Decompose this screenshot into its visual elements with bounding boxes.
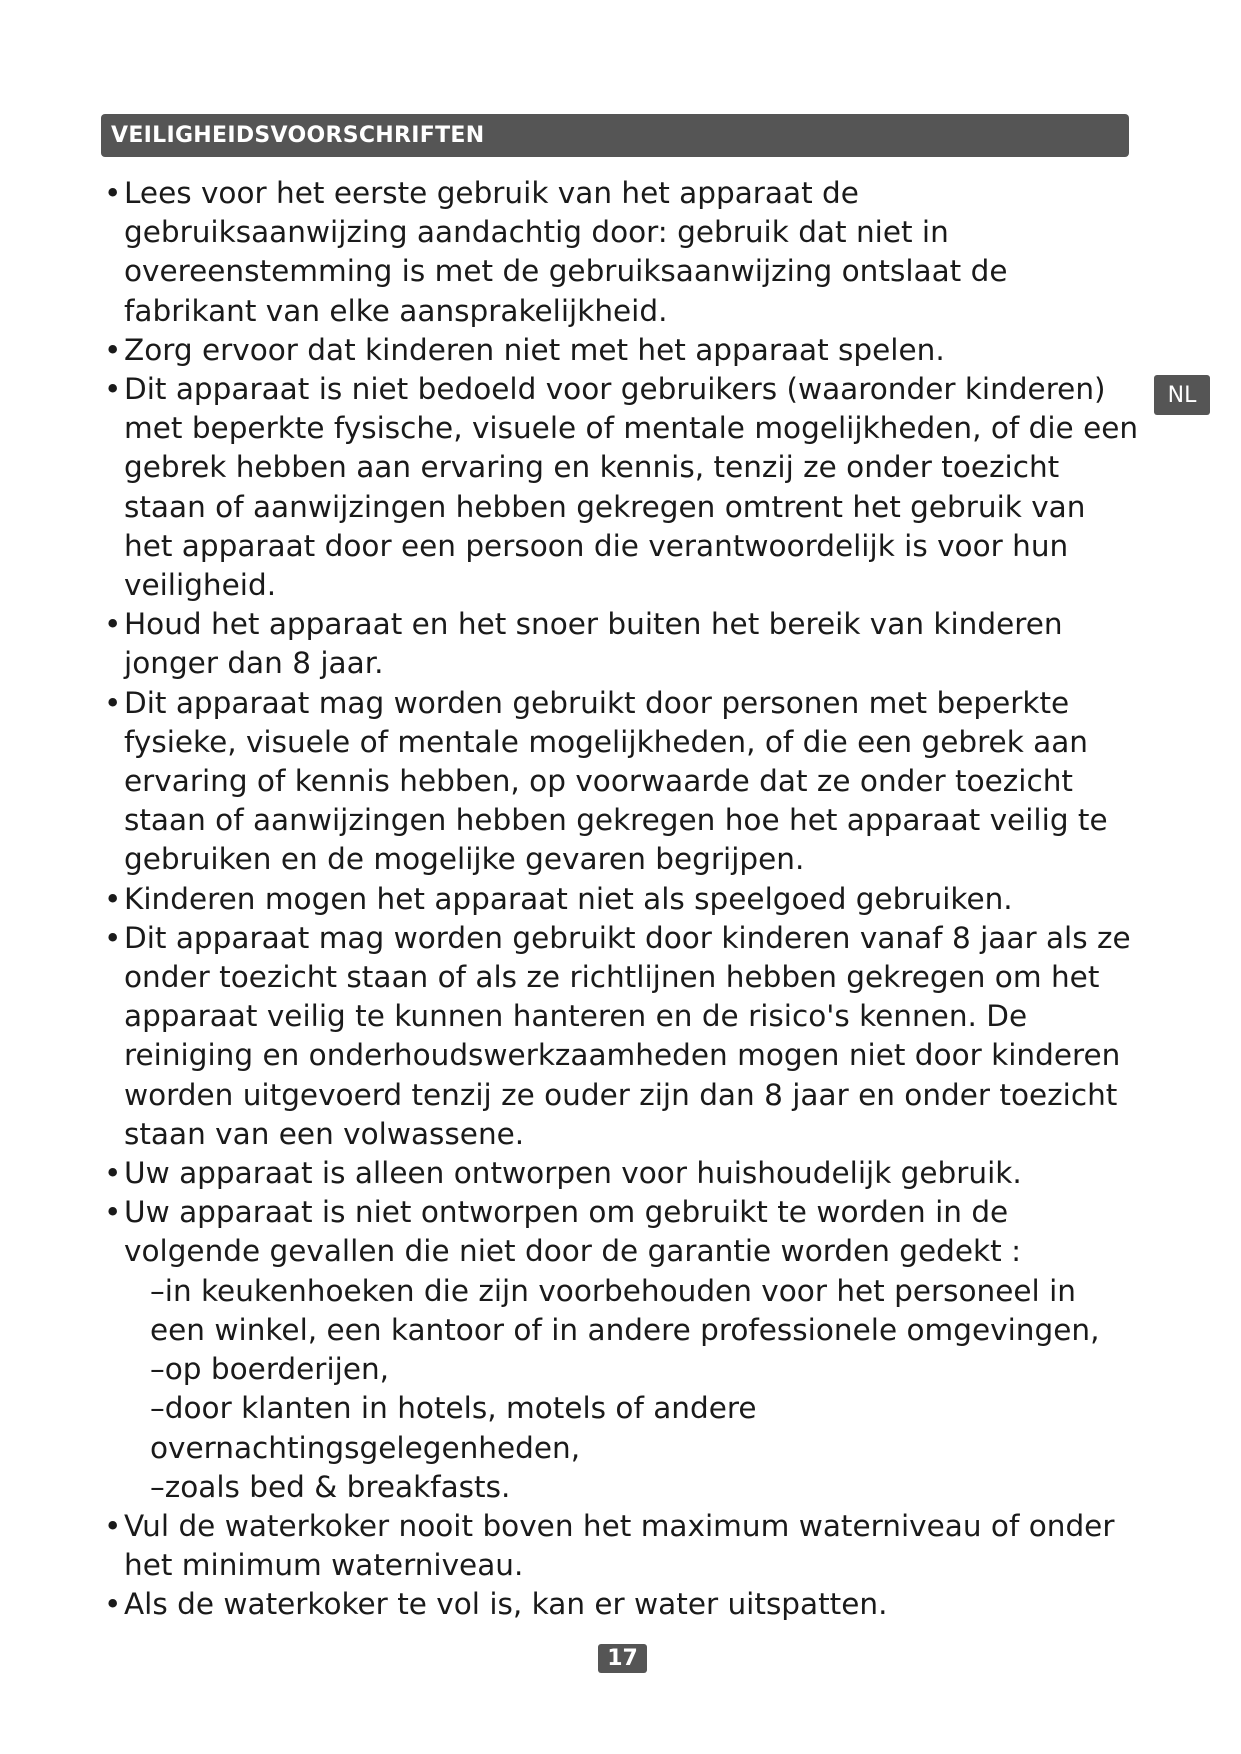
list-item — [100, 684, 1140, 880]
safety-bullet-list — [100, 174, 1140, 1625]
language-badge: NL — [1154, 375, 1210, 415]
list-item — [100, 1585, 1140, 1624]
list-item — [100, 174, 1140, 331]
sub-list-item: –zoals bed & breakfasts. — [150, 1469, 511, 1504]
list-item — [100, 1507, 1140, 1585]
bullet-icon: • — [104, 881, 122, 916]
list-item — [100, 1193, 1140, 1507]
bullet-icon: • — [104, 1156, 122, 1191]
bullet-icon: • — [104, 1508, 122, 1543]
bullet-icon: • — [104, 332, 122, 367]
list-item — [100, 370, 1140, 605]
list-item — [100, 605, 1140, 683]
list-item-text: Dit apparaat mag worden gebruikt door kinderen vanaf 8 jaar als ze onder toezicht staan of als ze richtlijnen hebben gekregen om het apparaat veilig te kunnen hanteren en de risico's kennen. De reiniging en onderhoudswerkzaamheden mogen niet door kinderen worden uitgevoerd tenzij ze ouder zijn dan 8 jaar en onder toezicht staan van een volwassene. — [124, 920, 1131, 1151]
list-item — [100, 1154, 1140, 1193]
list-item-text: Kinderen mogen het apparaat niet als speelgoed gebruiken. — [124, 881, 1013, 916]
list-item — [100, 919, 1140, 1154]
list-item-text: Dit apparaat mag worden gebruikt door personen met beperkte fysieke, visuele of mentale mogelijkheden, of die een gebrek aan ervaring of kennis hebben, op voorwaarde dat ze onder toezicht staan of aanwijzingen hebben gekregen hoe het apparaat veilig te gebruiken en de mogelijke gevaren begrijpen. — [124, 685, 1108, 877]
list-item-text: Vul de waterkoker nooit boven het maximum waterniveau of onder het minimum waterniveau. — [124, 1508, 1115, 1583]
sub-list-item: –in keukenhoeken die zijn voorbehouden voor het personeel in een winkel, een kantoor of in andere professionele omgevingen, — [150, 1273, 1100, 1347]
bullet-icon: • — [104, 1587, 122, 1622]
bullet-icon: • — [104, 1195, 122, 1230]
safety-instructions-body — [100, 174, 1140, 1625]
bullet-icon: • — [104, 920, 122, 955]
list-item-text: Lees voor het eerste gebruik van het apparaat de gebruiksaanwijzing aandachtig door: gebruik dat niet in overeenstemming is met de gebruiksaanwijzing ontslaat de fabrikant van elke aansprakelijkheid. — [124, 176, 1008, 328]
bullet-icon: • — [104, 607, 122, 642]
bullet-icon: • — [104, 372, 122, 407]
sub-list-item: –door klanten in hotels, motels of andere overnachtingsgelegenheden, — [150, 1391, 757, 1465]
bullet-icon: • — [104, 685, 122, 720]
list-item-text: Zorg ervoor dat kinderen niet met het apparaat spelen. — [124, 332, 945, 367]
list-item — [100, 331, 1140, 370]
list-item-text: Houd het apparaat en het snoer buiten het bereik van kinderen jonger dan 8 jaar. — [124, 607, 1063, 681]
list-item-text: Uw apparaat is alleen ontworpen voor huishoudelijk gebruik. — [124, 1156, 1022, 1191]
page-number: 17 — [598, 1644, 647, 1673]
section-title: VEILIGHEIDSVOORSCHRIFTEN — [111, 123, 485, 148]
exclusion-sub-list — [124, 1272, 1140, 1507]
bullet-icon: • — [104, 176, 122, 210]
section-header-bar — [101, 114, 1129, 157]
list-item-text: Als de waterkoker te vol is, kan er water uitspatten. — [124, 1587, 888, 1622]
list-item-text: Uw apparaat is niet ontworpen om gebruikt te worden in de volgende gevallen die niet door de garantie worden gedekt : — [124, 1195, 1022, 1269]
list-item — [100, 880, 1140, 919]
list-item-text: Dit apparaat is niet bedoeld voor gebruikers (waaronder kinderen) met beperkte fysische, visuele of mentale mogelijkheden, of die een gebrek hebben aan ervaring en kennis, tenzij ze onder toezicht staan of aanwijzingen hebben gekregen omtrent het gebruik van het apparaat door een persoon die verantwoordelijk is voor hun veiligheid. — [124, 372, 1139, 603]
sub-list-item: –op boerderijen, — [150, 1352, 390, 1387]
